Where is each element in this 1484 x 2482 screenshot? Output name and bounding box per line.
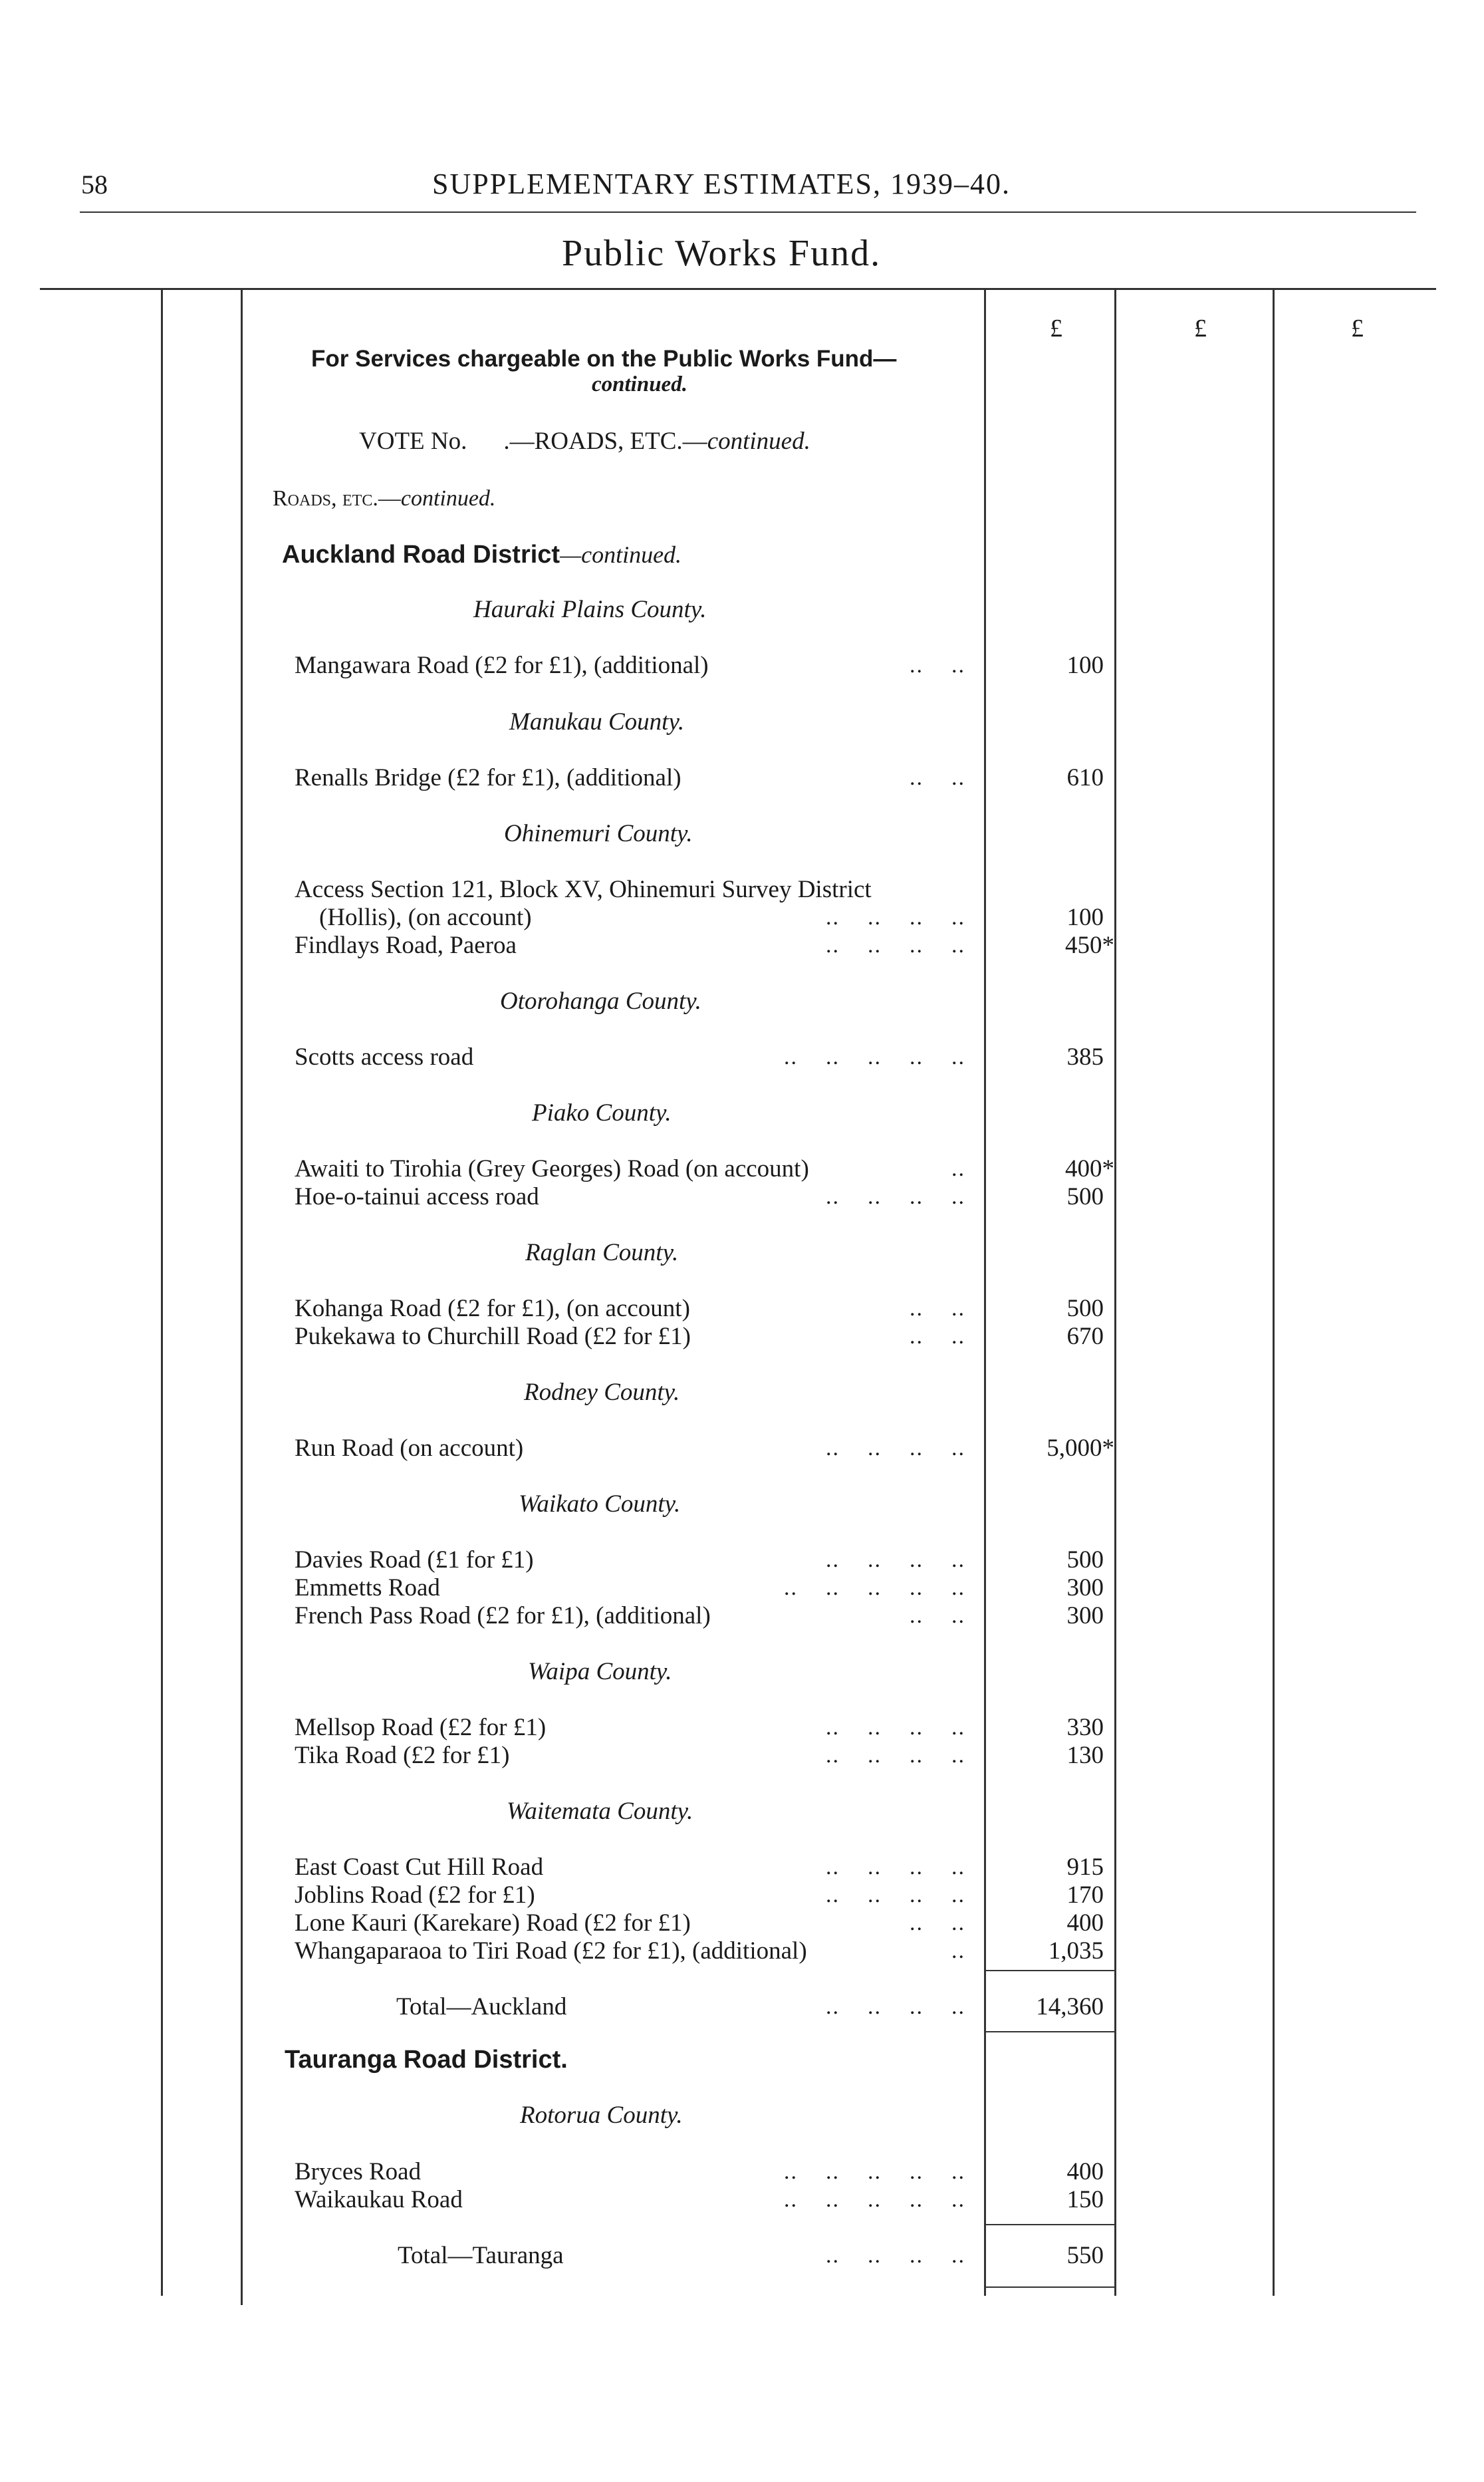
item-amount: 400* — [1065, 1155, 1114, 1182]
leader-dots: .. .. .. .. — [826, 1995, 965, 2019]
item-label: Scotts access road — [295, 1043, 474, 1071]
total-rule-top — [984, 1970, 1114, 1971]
section-heading: For Services chargeable on the Public Works Fund— — [311, 346, 897, 372]
county-heading: Manukau County. — [509, 708, 685, 736]
column-pound-1: £ — [1050, 315, 1062, 343]
table-top-rule — [40, 288, 1436, 290]
county-heading: Raglan County. — [525, 1239, 679, 1266]
leader-dots: .. .. .. .. — [826, 1743, 965, 1768]
item-label: Waikaukau Road — [295, 2186, 463, 2213]
item-amount: 500 — [1066, 1183, 1104, 1210]
leader-dots: .. .. .. .. — [826, 1184, 965, 1209]
county-heading: Otorohanga County. — [500, 988, 701, 1015]
item-label: Renalls Bridge (£2 for £1), (additional) — [295, 764, 681, 791]
item-amount: 330 — [1066, 1714, 1104, 1741]
amount-col-right-rule — [1114, 290, 1116, 2296]
item-amount: 915 — [1066, 1854, 1104, 1881]
roads-caps: Roads, etc.— — [273, 486, 401, 511]
leader-dots: .. .. .. .. — [826, 933, 965, 958]
item-amount: 670 — [1066, 1323, 1104, 1350]
item-label: Run Road (on account) — [295, 1435, 524, 1462]
roads-line — [273, 487, 495, 510]
county-heading: Rodney County. — [524, 1379, 680, 1406]
leader-dots: .. .. .. .. .. — [784, 2159, 965, 2184]
total-rule-bottom — [984, 2286, 1114, 2288]
item-amount: 170 — [1066, 1881, 1104, 1909]
total-amount: 14,360 — [1036, 1993, 1104, 2020]
leader-dots: .. .. .. .. — [826, 1548, 965, 1572]
county-heading: Ohinemuri County. — [504, 820, 693, 847]
item-amount: 130 — [1066, 1742, 1104, 1769]
vote-prefix: VOTE No. — [359, 428, 467, 455]
auckland-heading-line — [282, 542, 681, 567]
running-title: SUPPLEMENTARY ESTIMATES, 1939–40. — [432, 168, 1011, 200]
leader-dots: .. — [951, 1157, 965, 1181]
item-label: Access Section 121, Block XV, Ohinemuri Survey District — [295, 876, 872, 903]
item-amount: 100 — [1066, 904, 1104, 931]
section-heading-continued: continued. — [592, 372, 687, 396]
county-heading: Waipa County. — [528, 1658, 672, 1685]
leader-dots: .. .. .. .. — [826, 2243, 965, 2268]
leader-dots: .. .. — [910, 1324, 965, 1349]
leader-dots: .. .. .. .. .. — [784, 2187, 965, 2212]
leader-dots: .. .. .. .. — [826, 1883, 965, 1907]
item-amount: 150 — [1066, 2186, 1104, 2213]
auckland-heading: Auckland Road District — [282, 541, 560, 569]
tauranga-heading: Tauranga Road District. — [285, 2046, 568, 2074]
item-amount: 610 — [1066, 764, 1104, 791]
column-pound-3: £ — [1351, 315, 1364, 343]
item-amount: 300 — [1066, 1574, 1104, 1601]
item-label: Hoe-o-tainui access road — [295, 1183, 539, 1210]
item-label: Emmetts Road — [295, 1574, 440, 1601]
total-label: Total—Tauranga — [398, 2242, 564, 2269]
vote-continued: continued. — [707, 428, 810, 455]
leader-dots: .. .. — [910, 765, 965, 790]
fund-title: Public Works Fund. — [562, 233, 882, 274]
leader-dots: .. .. .. .. — [826, 905, 965, 930]
county-heading: Waitemata County. — [507, 1798, 693, 1825]
column-pound-2: £ — [1194, 315, 1207, 343]
item-label: Findlays Road, Paeroa — [295, 932, 517, 959]
leader-dots: .. — [951, 1939, 965, 1963]
item-amount: 1,035 — [1048, 1937, 1104, 1965]
item-amount: 400 — [1066, 1909, 1104, 1937]
item-label: Lone Kauri (Karekare) Road (£2 for £1) — [295, 1909, 691, 1937]
item-label: Mellsop Road (£2 for £1) — [295, 1714, 547, 1741]
vote-line — [359, 429, 810, 454]
leader-dots: .. .. .. .. — [826, 1715, 965, 1740]
item-amount: 300 — [1066, 1602, 1104, 1629]
item-amount: 5,000* — [1047, 1435, 1114, 1462]
item-amount: 400 — [1066, 2158, 1104, 2185]
description-left-rule — [241, 290, 243, 2305]
item-label: Awaiti to Tirohia (Grey Georges) Road (on account) — [295, 1155, 809, 1182]
roads-continued: continued. — [400, 486, 496, 511]
leader-dots: .. .. .. .. .. — [784, 1045, 965, 1069]
county-heading: Rotorua County. — [520, 2102, 683, 2129]
item-label: Pukekawa to Churchill Road (£2 for £1) — [295, 1323, 691, 1350]
header-rule — [80, 211, 1416, 213]
item-amount: 385 — [1066, 1043, 1104, 1071]
left-margin-rule — [161, 290, 163, 2296]
item-label: Joblins Road (£2 for £1) — [295, 1881, 535, 1909]
item-label: Tika Road (£2 for £1) — [295, 1742, 510, 1769]
total-amount: 550 — [1066, 2242, 1104, 2269]
page-number: 58 — [81, 170, 108, 200]
item-amount: 100 — [1066, 652, 1104, 679]
county-heading: Piako County. — [532, 1099, 672, 1127]
item-amount: 450* — [1065, 932, 1114, 959]
vote-main: .—ROADS, ETC.— — [503, 428, 707, 455]
leader-dots: .. .. .. .. — [826, 1436, 965, 1460]
item-label: Mangawara Road (£2 for £1), (additional) — [295, 652, 709, 679]
leader-dots: .. .. .. .. .. — [784, 1576, 965, 1600]
total-rule-bottom — [984, 2031, 1114, 2032]
leader-dots: .. .. — [910, 1603, 965, 1628]
total-label: Total—Auckland — [396, 1993, 567, 2020]
item-label: Davies Road (£1 for £1) — [295, 1546, 534, 1574]
item-label: East Coast Cut Hill Road — [295, 1854, 544, 1881]
item-label: Bryces Road — [295, 2158, 422, 2185]
leader-dots: .. .. — [910, 653, 965, 678]
item-amount: 500 — [1066, 1295, 1104, 1322]
item-label: French Pass Road (£2 for £1), (additional) — [295, 1602, 711, 1629]
item-amount: 500 — [1066, 1546, 1104, 1574]
third-col-left-rule — [1273, 290, 1275, 2296]
item-label: Whangaparaoa to Tiri Road (£2 for £1), (additional) — [295, 1937, 807, 1965]
item-label: (Hollis), (on account) — [319, 904, 532, 931]
leader-dots: .. .. — [910, 1296, 965, 1321]
leader-dots: .. .. .. .. — [826, 1855, 965, 1879]
leader-dots: .. .. — [910, 1911, 965, 1935]
total-rule-top — [984, 2224, 1114, 2225]
auckland-heading-continued: —continued. — [560, 541, 682, 568]
county-heading: Waikato County. — [519, 1490, 681, 1518]
item-label: Kohanga Road (£2 for £1), (on account) — [295, 1295, 690, 1322]
county-heading: Hauraki Plains County. — [473, 596, 707, 623]
